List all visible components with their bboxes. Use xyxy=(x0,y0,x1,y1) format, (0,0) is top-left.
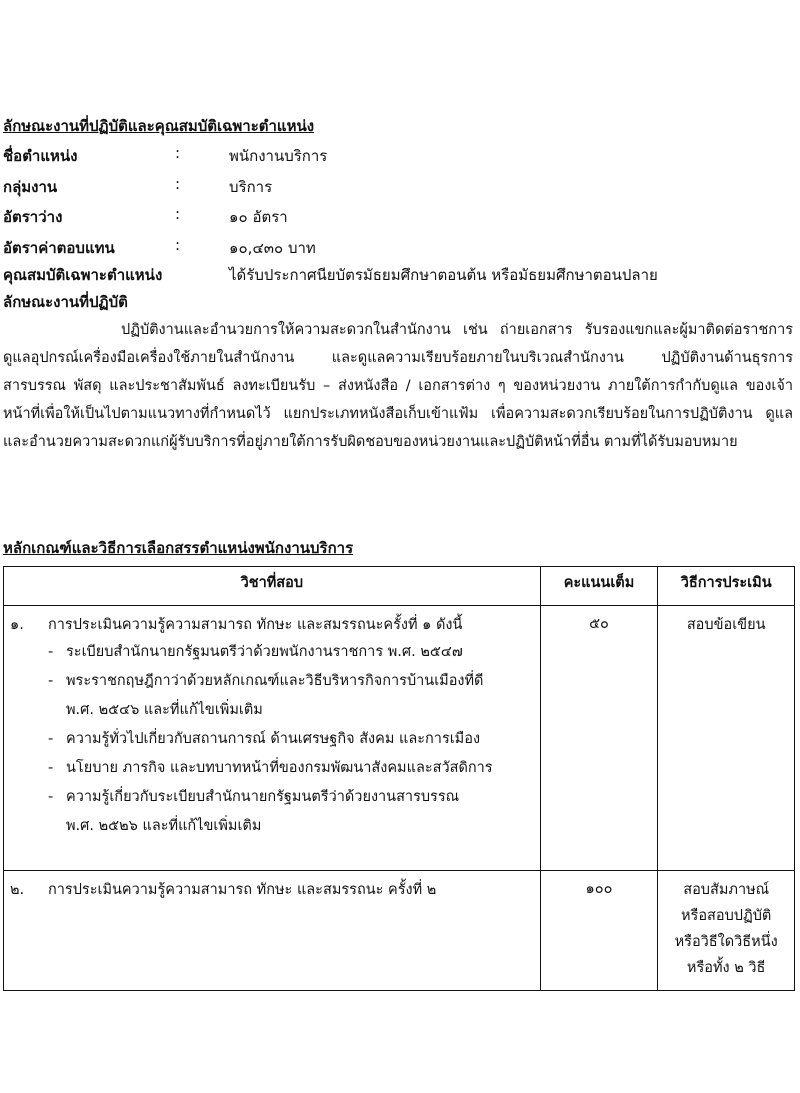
method-line: สอบข้อเขียน xyxy=(686,617,766,633)
info-value: ๑๐ อัตรา xyxy=(229,208,288,226)
topic-continuation: พ.ศ. ๒๕๒๖ และที่แก้ไขเพิ่มเติม xyxy=(66,818,262,834)
info-label: คุณสมบัติเฉพาะตำแหน่ง xyxy=(3,266,163,284)
item-title: การประเมินความรู้ความสามารถ ทักษะ และสมรรถนะครั้งที่ ๑ ดังนี้ xyxy=(48,616,463,633)
topic-continuation: พ.ศ. ๒๕๔๖ และที่แก้ไขเพิ่มเติม xyxy=(66,702,263,718)
item-number: ๒. xyxy=(10,881,25,898)
info-value: พนักงานบริการ xyxy=(229,147,328,165)
subject-cell xyxy=(4,871,541,991)
topic-text: พระราชกฤษฎีกาว่าด้วยหลักเกณฑ์และวิธีบริหารกิจการบ้านเมืองที่ดี xyxy=(66,673,484,689)
subject-cell xyxy=(4,606,541,871)
info-label: อัตราว่าง xyxy=(3,208,63,226)
exam-topic-list xyxy=(10,638,534,841)
duty-paragraph: ปฏิบัติงานและอำนวยการให้ความสะดวกในสำนักงาน เช่น ถ่ายเอกสาร รับรองแขกและผู้มาติดต่อราชการ ดูแลอุปกรณ์เครื่องมือเครื่องใช้ภายในสำนักงาน และดูแลความเรียบร้อยภายในบริเวณสำนักงาน ปฏิบัติงานด้านธุรการ สารบรรณ พัสดุ และประชาสัมพันธ์ ลงทะเบียนรับ – ส่งหนังสือ / เอกสารต่าง ๆ ของหน่วยงาน ภายใต้การกำกับดูแล ของเจ้าหน้าที่เพื่อให้เป็นไปตามแนวทางที่กำหนดไว้ แยกประเภทหนังสือเก็บเข้าแฟ้ม เพื่อความสะดวกเรียบร้อยในการปฏิบัติงาน ดูแล และอำนวยความสะดวกแก่ผู้รับบริการที่อยู่ภายใต้การรับผิดชอบของหน่วยงานและปฏิบัติหน้าที่อื่น ตามที่ได้รับมอบหมาย xyxy=(3,322,793,450)
info-label: กลุ่มงาน xyxy=(3,178,58,196)
header-subject: วิชาที่สอบ xyxy=(4,567,541,606)
item-title: การประเมินความรู้ความสามารถ ทักษะ และสมรรถนะ ครั้งที่ ๒ xyxy=(48,881,437,898)
score-cell: ๑๐๐ xyxy=(540,871,658,991)
info-colon: : xyxy=(175,175,181,193)
header-method: วิธีการประเมิน xyxy=(658,567,795,606)
method-line: สอบสัมภาษณ์ xyxy=(683,882,770,898)
list-item xyxy=(48,754,534,783)
method-line: หรือสอบปฏิบัติ xyxy=(680,908,772,924)
bullet-dash: - xyxy=(48,760,54,776)
criteria-table xyxy=(3,566,795,991)
bullet-dash: - xyxy=(48,731,54,747)
info-colon: : xyxy=(175,205,181,223)
section-title-criteria: หลักเกณฑ์และวิธีการเลือกสรรตำแหน่งพนักงานบริการ xyxy=(3,539,354,557)
assessment-title xyxy=(10,610,534,638)
topic-text: ระเบียบสำนักนายกรัฐมนตรีว่าด้วยพนักงานราชการ พ.ศ. ๒๕๔๗ xyxy=(66,644,463,660)
assessment-title xyxy=(10,875,534,903)
header-score: คะแนนเต็ม xyxy=(540,567,658,606)
list-item xyxy=(48,667,534,725)
info-value: ๑๐,๔๓๐ บาท xyxy=(229,239,316,257)
bullet-dash: - xyxy=(48,673,54,689)
section-title-duties: ลักษณะงานที่ปฏิบัติและคุณสมบัติเฉพาะตำแหน่ง xyxy=(3,117,315,135)
duty-heading: ลักษณะงานที่ปฏิบัติ xyxy=(3,293,128,311)
topic-text: ความรู้เกี่ยวกับระเบียบสำนักนายกรัฐมนตรีว่าด้วยงานสารบรรณ xyxy=(66,789,460,805)
table-header-row xyxy=(4,567,795,606)
list-item xyxy=(48,725,534,754)
method-line: หรือวิธีใดวิธีหนึ่ง xyxy=(674,934,778,950)
item-number: ๑. xyxy=(10,616,24,633)
info-value: บริการ xyxy=(229,178,273,196)
list-item xyxy=(48,783,534,841)
bullet-dash: - xyxy=(48,644,54,660)
table-row xyxy=(4,606,795,871)
method-cell xyxy=(658,606,795,871)
topic-text: นโยบาย ภารกิจ และบทบาทหน้าที่ของกรมพัฒนาสังคมและสวัสดิการ xyxy=(66,760,493,776)
list-item xyxy=(48,638,534,667)
table-row xyxy=(4,871,795,991)
info-colon: : xyxy=(175,236,181,254)
method-cell xyxy=(658,871,795,991)
info-label: อัตราค่าตอบแทน xyxy=(3,239,115,257)
bullet-dash: - xyxy=(48,789,54,805)
score-cell: ๕๐ xyxy=(540,606,658,871)
topic-text: ความรู้ทั่วไปเกี่ยวกับสถานการณ์ ด้านเศรษฐกิจ สังคม และการเมือง xyxy=(66,731,481,747)
info-value: ได้รับประกาศนียบัตรมัธยมศึกษาตอนต้น หรือมัธยมศึกษาตอนปลาย xyxy=(229,266,658,284)
info-colon: : xyxy=(175,144,181,162)
method-line: หรือทั้ง ๒ วิธี xyxy=(686,960,766,976)
info-label: ชื่อตำแหน่ง xyxy=(3,147,78,165)
